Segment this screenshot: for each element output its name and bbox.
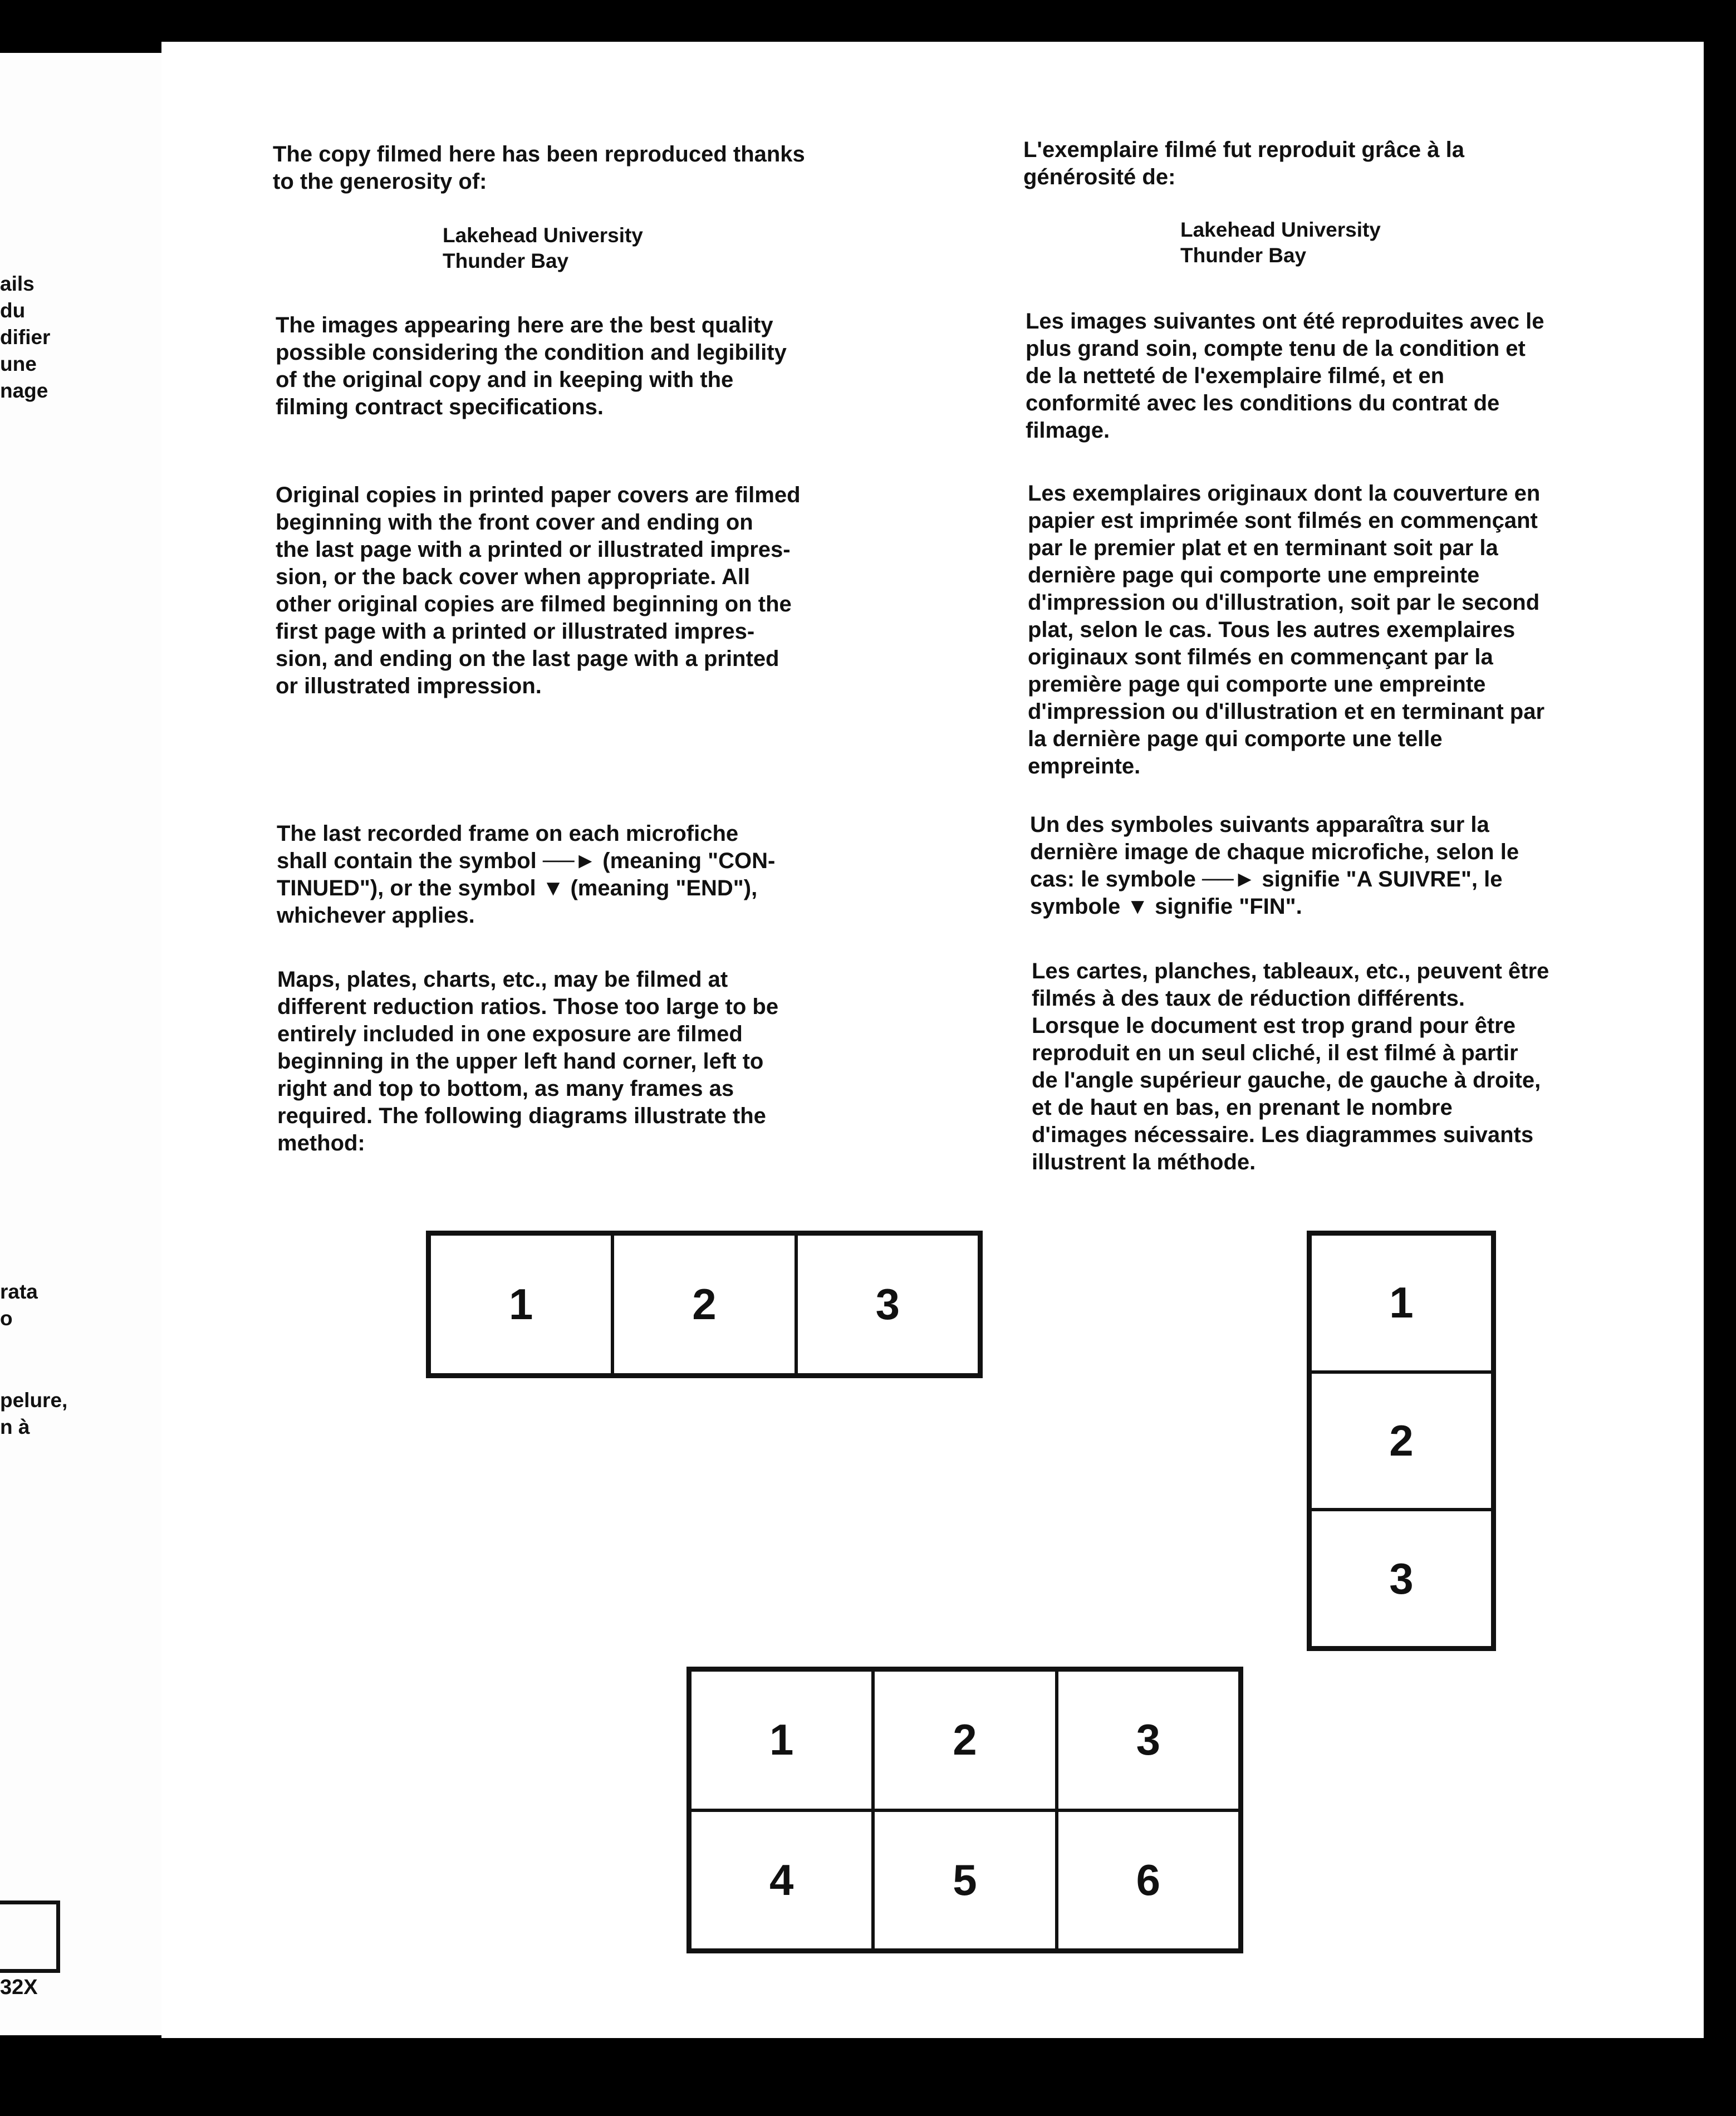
reduction-box <box>0 1901 60 1973</box>
frame-cell: 1 <box>690 1670 873 1810</box>
frame-cell: 2 <box>873 1670 1056 1810</box>
frame-cell: 1 <box>1310 1234 1493 1372</box>
frame-cell: 5 <box>873 1810 1056 1951</box>
horizontal-frames-diagram <box>426 1231 983 1378</box>
grid-frames-diagram <box>686 1667 1243 1953</box>
margin-fragment: une <box>0 352 37 375</box>
margin-fragment: nage <box>0 379 48 402</box>
filming-notice-page <box>161 42 1704 2038</box>
en-institution: Lakehead University Thunder Bay <box>443 224 643 272</box>
frame-cell: 3 <box>1057 1670 1240 1810</box>
en-symbol-paragraph: The last recorded frame on each microfiche shall contain the symbol ──► (meaning "CON- TINUED"), or the symbol ▼ (meaning "END"), whichever applies. <box>277 821 776 928</box>
frame-cell: 1 <box>429 1234 612 1375</box>
left-page-strip <box>0 53 167 2035</box>
fr-institution: Lakehead University Thunder Bay <box>1180 218 1381 267</box>
en-maps-paragraph: Maps, plates, charts, etc., may be filmed at different reduction ratios. Those too large to be entirely included in one exposure are filmed beginning in the upper left hand corner, left to right and top to bottom, as many frames as required. The following diagrams illustrate the method: <box>277 967 779 1155</box>
margin-fragment: n à <box>0 1415 30 1438</box>
margin-fragment: pelure, <box>0 1389 68 1412</box>
frame-cell: 3 <box>1310 1510 1493 1648</box>
frame-cell: 3 <box>796 1234 979 1375</box>
fr-quality-paragraph: Les images suivantes ont été reproduites avec le plus grand soin, compte tenu de la condition et de la netteté de l'exemplaire filmé, et en conformité avec les conditions du contrat de filmage. <box>1026 309 1544 443</box>
fr-symbol-paragraph: Un des symboles suivants apparaîtra sur la dernière image de chaque microfiche, selon le cas: le symbole ──► signifie "A SUIVRE", le symbole ▼ signifie "FIN". <box>1030 812 1519 919</box>
en-quality-paragraph: The images appearing here are the best quality possible considering the condition and legibility of the original copy and in keeping with the filming contract specifications. <box>276 313 787 419</box>
frame-cell: 4 <box>690 1810 873 1951</box>
fr-intro: L'exemplaire filmé fut reproduit grâce à la générosité de: <box>1023 138 1464 189</box>
margin-fragment: ails <box>0 272 35 295</box>
frame-cell: 6 <box>1057 1810 1240 1951</box>
margin-fragment: o <box>0 1307 13 1330</box>
en-intro: The copy filmed here has been reproduced thanks to the generosity of: <box>273 142 805 194</box>
frame-cell: 2 <box>1310 1372 1493 1510</box>
margin-fragment: difier <box>0 326 51 349</box>
reduction-label: 32X <box>0 1976 38 1999</box>
fr-maps-paragraph: Les cartes, planches, tableaux, etc., peuvent être filmés à des taux de réduction différents. Lorsque le document est trop grand pour être reproduit en un seul cliché, il est filmé à partir de l'angle supérieur gauche, de gauche à droite, et de haut en bas, en prenant le nombre d'images nécessaire. Les diagrammes suivants illustrent la méthode. <box>1032 959 1549 1174</box>
en-original-copies-paragraph: Original copies in printed paper covers are filmed beginning with the front cover and ending on the last page with a printed or illustrated impres- sion, or the back cover when appropriate. All other original copies are filmed beginning on the first page with a printed or illustrated impres- sion, and ending on the last page with a printed or illustrated impression. <box>276 483 801 698</box>
vertical-frames-diagram <box>1307 1231 1496 1651</box>
margin-fragment: du <box>0 299 26 322</box>
fr-original-copies-paragraph: Les exemplaires originaux dont la couverture en papier est imprimée sont filmés en commençant par le premier plat et en terminant soit par la dernière page qui comporte une empreinte d'impression ou d'illustration, soit par le second plat, selon le cas. Tous les autres exemplaires originaux sont filmés en commençant par la première page qui comporte une empreinte d'impression ou d'illustration et en terminant par la dernière page qui comporte une telle empreinte. <box>1028 481 1545 778</box>
margin-fragment: rata <box>0 1280 38 1303</box>
frame-cell: 2 <box>612 1234 796 1375</box>
